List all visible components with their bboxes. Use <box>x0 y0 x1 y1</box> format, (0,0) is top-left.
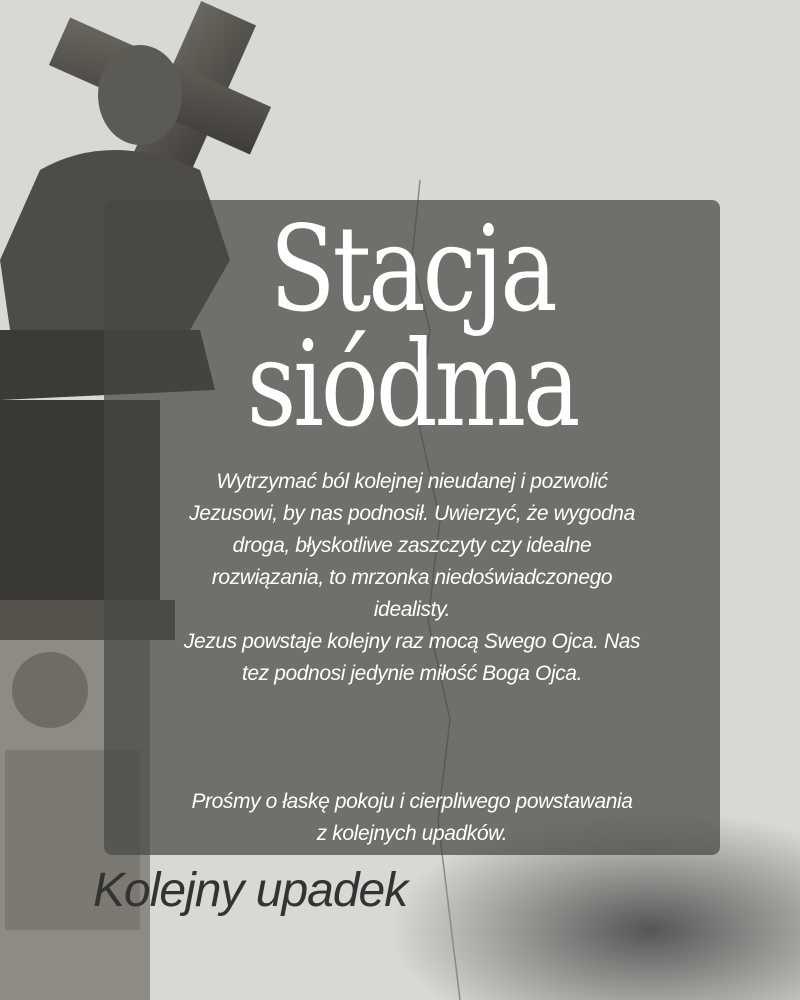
text-line: tez podnosi jedynie miłość Boga Ojca. <box>241 662 583 685</box>
text-line: Prośmy o łaskę pokoju i cierpliwego powstawania <box>191 790 633 813</box>
meditation-paragraph <box>110 466 714 690</box>
text-line: droga, błyskotliwe zaszczyty czy idealne <box>232 534 592 557</box>
prayer-paragraph <box>110 786 714 850</box>
text-line: Jezusowi, by nas podnosił. Uwierzyć, że wygodna <box>189 502 635 525</box>
text-line: idealisty. <box>373 598 451 621</box>
text-line: Jezus powstaje kolejny raz mocą Swego Ojca. Nas <box>183 630 641 653</box>
text-line: z kolejnych upadków. <box>316 822 508 845</box>
footer-caption: Kolejny upadek <box>93 864 408 917</box>
text-line: Wytrzymać ból kolejnej nieudanej i pozwolić <box>216 470 608 493</box>
page-title-line-2: siódma <box>246 315 578 453</box>
text-line: rozwiązania, to mrzonka niedoświadczonego <box>211 566 613 589</box>
page-title-line-1: Stacja <box>269 200 555 338</box>
